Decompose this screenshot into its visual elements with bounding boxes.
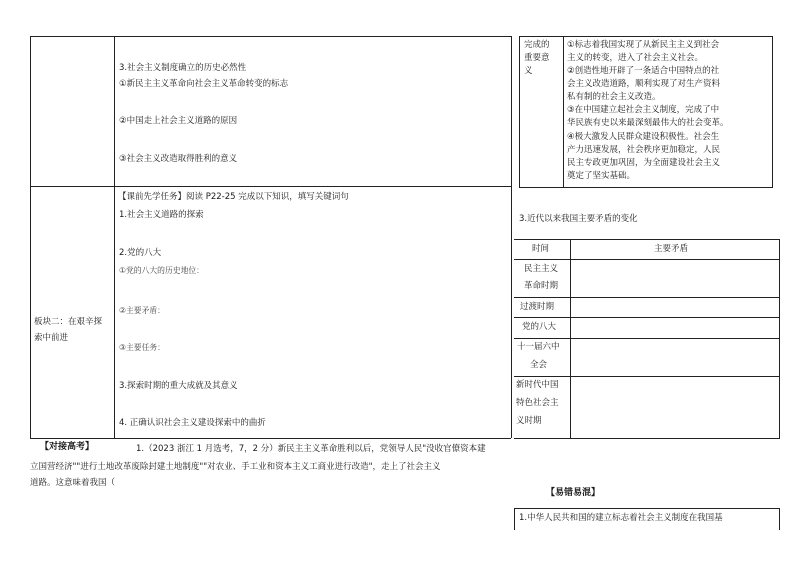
significance-line: ①标志着我国实现了从新民主主义到社会 xyxy=(567,40,720,50)
left-table-left-border xyxy=(30,36,31,438)
significance-label-1: 完成的 xyxy=(524,40,550,50)
left-table-top-border xyxy=(30,36,511,37)
significance-label-2: 重要意 xyxy=(524,53,550,63)
ctable-row-line xyxy=(514,376,780,377)
left-table-row-divider xyxy=(30,186,511,187)
ctable-header-bottom xyxy=(514,259,780,260)
exam-label: 【对接高考】 xyxy=(40,442,95,452)
significance-line: 主义的转变，进入了社会主义社会。 xyxy=(567,53,704,63)
significance-line: 民主专政更加巩固，为全面建设社会主义 xyxy=(567,158,721,168)
col-header-time: 时间 xyxy=(532,244,550,254)
left-table-label-divider xyxy=(114,36,115,438)
sig-table-divider xyxy=(563,36,564,188)
row1-item1: ①新民主主义革命向社会主义革命转变的标志 xyxy=(119,79,289,89)
sig-table-right xyxy=(772,36,773,188)
row1-item2: ②中国走上社会主义道路的原因 xyxy=(119,116,238,126)
period-row-3: 党的八大 xyxy=(522,322,557,332)
contradiction-title: 3.近代以来我国主要矛盾的变化 xyxy=(519,214,638,224)
sig-table-bottom xyxy=(519,187,773,188)
question-2-c: ③主要任务： xyxy=(119,343,165,352)
period-row-4-line1: 十一届六中 xyxy=(517,342,560,352)
significance-line: 华民族有史以来最深刻最伟大的社会变革。 xyxy=(567,118,729,128)
mistake-line-1: 1.中华人民共和国的建立标志着社会主义制度在我国基 xyxy=(519,513,723,523)
sig-table-left xyxy=(519,36,520,188)
significance-line: 会主义改造道路，顺利实现了对生产资料 xyxy=(567,79,721,89)
section-label-line2: 索中前进 xyxy=(34,333,69,343)
significance-line: ③在中国建立起社会主义制度，完成了中 xyxy=(567,105,720,115)
question-2-a: ①党的八大的历史地位： xyxy=(119,266,204,275)
row1-item3: ③社会主义改造取得胜利的意义 xyxy=(119,154,238,164)
ctable-bottom xyxy=(514,438,780,439)
ctable-row-line xyxy=(514,338,780,339)
col-header-main-contradiction: 主要矛盾 xyxy=(654,244,689,254)
sig-table-top xyxy=(519,36,773,37)
question-2: 2.党的八大 xyxy=(119,248,162,258)
period-row-2: 过渡时期 xyxy=(520,302,555,312)
mistake-table-right xyxy=(779,508,780,530)
period-row-5-line1: 新时代中国 xyxy=(516,380,559,390)
significance-line: ④极大激发人民群众建设积极性。社会生 xyxy=(567,132,720,142)
significance-line: 产力迅速发展，社会秩序更加稳定，人民 xyxy=(567,145,721,155)
exam-question-line1: 1.（2023 浙江 1 月选考，7，2 分）新民主主义革命胜利以后，党领导人民"没收官僚资本建 xyxy=(136,444,486,454)
period-row-1-line1: 民主主义 xyxy=(524,264,559,274)
row1-heading: 3.社会主义制度确立的历史必然性 xyxy=(119,63,247,73)
significance-label-3: 义 xyxy=(524,66,533,76)
ctable-row-line xyxy=(514,317,780,318)
ctable-right xyxy=(779,239,780,438)
ctable-top xyxy=(514,239,780,240)
ctable-row-line xyxy=(514,297,780,298)
period-row-5-line3: 义时期 xyxy=(516,416,542,426)
mistake-table-left xyxy=(514,508,515,530)
mistake-table-top xyxy=(514,508,780,509)
mistake-label: 【易错易混】 xyxy=(546,488,601,498)
question-3: 3.探索时期的重大成就及其意义 xyxy=(119,381,238,391)
section-label-line1: 板块二：在艰辛探 xyxy=(34,317,103,327)
left-table-right-border xyxy=(511,36,512,438)
exam-question-line2: 立国营经济""进行土地改革废除封建土地制度""对农业、手工业和资本主义工商业进行改造"，走上了社会主义 xyxy=(30,462,441,472)
question-1: 1.社会主义道路的探索 xyxy=(119,210,204,220)
period-row-4-line2: 全会 xyxy=(530,360,548,370)
exam-question-line3: 道路。这意味着我国（ xyxy=(30,478,116,488)
period-row-1-line2: 革命时期 xyxy=(524,281,559,291)
significance-line: ②创造性地开辟了一条适合中国特点的社 xyxy=(567,66,720,76)
significance-line: 奠定了坚实基础。 xyxy=(567,171,636,181)
period-row-5-line2: 特色社会主 xyxy=(516,398,559,408)
question-4: 4. 正确认识社会主义建设探索中的曲折 xyxy=(119,418,266,428)
question-2-b: ②主要矛盾： xyxy=(119,306,165,315)
pre-study-task: 【课前先学任务】阅读 P22-25 完成以下知识，填写关键词句 xyxy=(118,192,349,202)
significance-line: 私有制的社会主义改造。 xyxy=(567,92,661,102)
ctable-col-divider xyxy=(570,239,571,438)
left-table-bottom-border xyxy=(30,438,511,439)
